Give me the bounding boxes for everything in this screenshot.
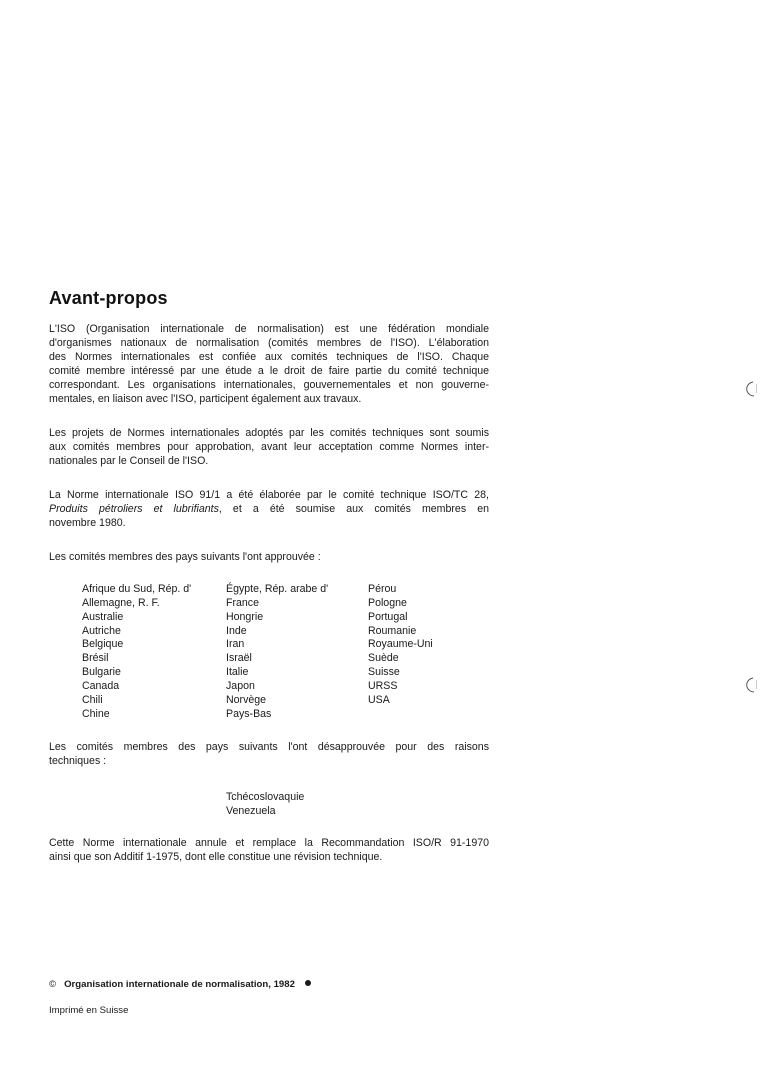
text-line: Les comités membres des pays suivants l'ont approuvée : [49, 551, 321, 563]
text-line: aux comités membres pour approbation, avant leur acceptation comme Normes inter- [49, 440, 489, 453]
text-line: des Normes internationales est confiée aux comités techniques de l'ISO. Chaque [49, 350, 489, 363]
printed-location: Imprimé en Suisse [49, 1005, 129, 1016]
country-item: Japon [226, 679, 255, 692]
committee-title: Produits pétroliers et lubrifiants [49, 502, 219, 515]
country-item: Pologne [368, 596, 407, 609]
text-line: ainsi que son Additif 1-1975, dont elle constitue une révision technique. [49, 850, 383, 863]
country-item: Portugal [368, 610, 408, 623]
country-item: Chili [82, 693, 103, 706]
country-item: Pays-Bas [226, 707, 272, 720]
country-item: Iran [226, 638, 245, 651]
text-line: L'ISO (Organisation internationale de normalisation) est une fédération mondiale [49, 323, 489, 335]
country-item: Suède [368, 652, 399, 665]
country-item: USA [368, 693, 390, 706]
paragraph-iso-intro [49, 323, 489, 406]
text-line: Les projets de Normes internationales adoptés par les comités techniques sont soumis [49, 427, 489, 439]
text-line: Cette Norme internationale annule et remplace la Recommandation ISO/R 91-1970 [49, 837, 489, 849]
country-item: Autriche [82, 624, 121, 637]
text-fragment: , et a été soumise aux comités membres en [218, 502, 489, 515]
paragraph-replacement [49, 837, 489, 865]
binder-hole-icon [745, 676, 759, 694]
country-item: Australie [82, 610, 124, 623]
country-item: Égypte, Rép. arabe d' [226, 583, 329, 595]
text-line: correspondant. Les organisations internationales, gouvernementales et non gouverne- [49, 378, 489, 391]
text-line: nationales par le Conseil de l'ISO. [49, 454, 209, 467]
disapproved-countries-list [226, 791, 304, 819]
text-line: comité membre intéressé par une étude a le droit de faire partie du comité technique [49, 364, 489, 377]
paragraph-standard-origin [49, 489, 489, 531]
text-line: novembre 1980. [49, 516, 126, 529]
copyright-holder: Organisation internationale de normalisation, 1982 [64, 979, 295, 990]
country-item: Bulgarie [82, 666, 121, 679]
country-item: Norvège [226, 693, 267, 706]
countries-column-2 [226, 583, 328, 721]
copyright-notice [49, 979, 311, 990]
country-item: Venezuela [226, 804, 276, 817]
country-item: Belgique [82, 638, 124, 651]
country-item: Brésil [82, 652, 109, 665]
text-line: Les comités membres des pays suivants l'ont désapprouvée pour des raisons [49, 741, 489, 753]
countries-column-3 [368, 583, 433, 708]
paragraph-approved-intro [49, 551, 489, 565]
bullet-dot-icon [305, 980, 311, 986]
page-title: Avant-propos [49, 288, 168, 308]
country-item: Canada [82, 679, 120, 692]
country-item: Royaume-Uni [368, 638, 433, 651]
country-item: Israël [226, 652, 252, 665]
text-line: d'organismes nationaux de normalisation (comités membres de l'ISO). L'élaboration [49, 336, 489, 349]
text-line: La Norme internationale ISO 91/1 a été élaborée par le comité technique ISO/TC 28, [49, 489, 489, 501]
country-item: Allemagne, R. F. [82, 596, 160, 609]
binder-hole-icon [745, 380, 759, 398]
paragraph-disapproved-intro [49, 741, 489, 769]
countries-column-1 [82, 583, 191, 721]
country-item: Pérou [368, 583, 397, 595]
country-item: Inde [226, 624, 247, 637]
country-item: Suisse [368, 666, 400, 679]
text-line: techniques : [49, 754, 107, 767]
country-item: Hongrie [226, 610, 264, 623]
country-item: URSS [368, 679, 398, 692]
text-line [49, 503, 489, 517]
country-item: Italie [226, 666, 249, 679]
country-item: Afrique du Sud, Rép. d' [82, 583, 192, 595]
country-item: Roumanie [368, 624, 417, 637]
paragraph-approval-process [49, 427, 489, 469]
country-item: France [226, 596, 259, 609]
copyright-icon: © [49, 979, 57, 990]
country-item: Chine [82, 707, 110, 720]
text-line: mentales, en liaison avec l'ISO, participent également aux travaux. [49, 392, 362, 405]
country-item: Tchécoslovaquie [226, 791, 305, 803]
